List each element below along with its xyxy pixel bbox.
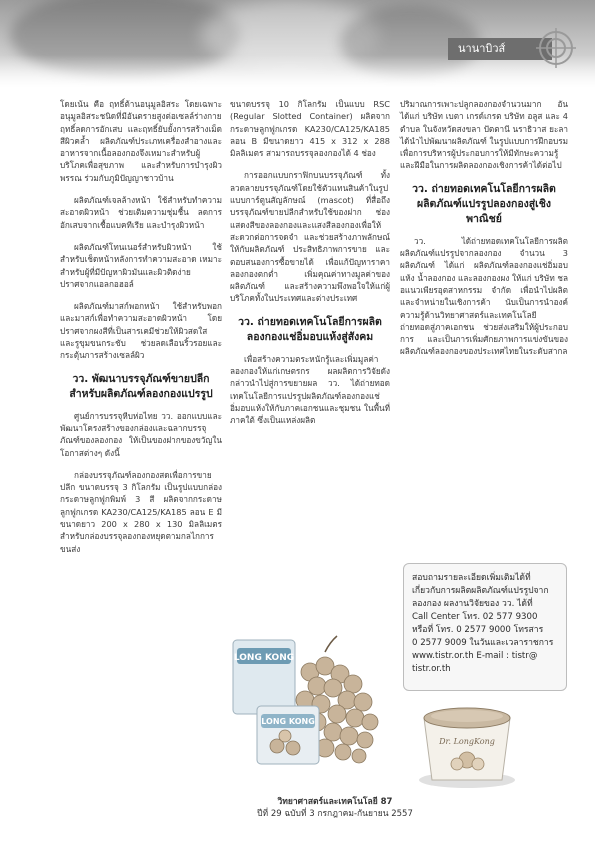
- pack-label: LONG KONG: [233, 653, 295, 663]
- section-heading: วว. ถ่ายทอดเทคโนโลยีการผลิตผลิตภัณฑ์แปรรูปลองกองสู่เชิงพาณิชย์: [412, 182, 556, 225]
- paragraph: ผลิตภัณฑ์มาสก์พอกหน้า ใช้สำหรับพอกและมาสก์เพื่อทำความสะอาดผิวหน้า โดยปราศจากผงสีที่เป็นสารเคมีช่วยให้ผิวสดใส และรูขุมขนกระชับ ช่วยลดเลือนริ้วรอยและกระตุ้นการสร้างเซลล์ผิว: [60, 301, 222, 361]
- page-footer: [255, 796, 415, 820]
- contact-line: ลองกอง ผลงานวิจัยของ วว. ได้ที่: [412, 599, 533, 609]
- contact-line: 0 2577 9009 ในวันและเวลาราชการ: [412, 638, 554, 648]
- contact-box: [403, 563, 567, 691]
- paragraph: โดยเน้น คือ ฤทธิ์ต้านอนุมูลอิสระ โดยเฉพาะอนุมูลอิสระชนิดที่มีอันตรายสูงต่อเซลล์ร่างกาย ฤทธิ์ลดการอักเสบ และฤทธิ์ยับยั้งการสร้างเม็ดสีผิวคล้ำ ผลิตภัณฑ์ประเภทเครื่องสำอางและอาหารจากเนื้อลองกองจึงเหมาะสำหรับผู้บริโภคเพื่อสุขภาพ และสำหรับการบำรุงผิวพรรณ ร่วมกับภูมิปัญญาชาวบ้าน: [60, 99, 222, 183]
- section-heading: วว. พัฒนาบรรจุภัณฑ์ขายปลีกสำหรับผลิตภัณฑ์ลองกองแปรรูป: [69, 372, 213, 400]
- paragraph: กล่องบรรจุภัณฑ์ลองกองสดเพื่อการขายปลีก ขนาดบรรจุ 3 กิโลกรัม เป็นรูปแบบกล่องกระดาษลูกฟูกพิมพ์ 3 สี ผลิตจากกระดาษลูกฟูกเกรด KA230/CA125/KA185 ลอน E มีขนาดยาว 200 x 280 x 130 มิลลิเมตร สำหรับกล่องบรรจุลองกองหยุดตามกลไกการขนส่ง: [60, 469, 222, 554]
- column-1: [60, 98, 222, 565]
- footer-magazine-title: วิทยาศาสตร์และเทคโนโลยี 87: [277, 797, 393, 807]
- paragraph: ขนาดบรรจุ 10 กิโลกรัม เป็นแบบ RSC (Regular Slotted Container) ผลิตจากกระดาษลูกฟูกเกรด KA230/CA125/KA185 ลอน B มีขนาดยาว 415 x 312 x 288 มิลลิเมตร สามารถบรรจุลองกองได้ 4 ช่อง: [230, 99, 390, 159]
- cosmetic-jar-photo: [412, 700, 522, 790]
- contact-line: สอบถามรายละเอียดเพิ่มเติมได้ที่: [412, 573, 531, 583]
- paragraph: เพื่อสร้างความตระหนักรู้และเพิ่มมูลค่าลองกองให้แก่เกษตรกร ผลผลิตการวิจัยดังกล่าวนำไปสู่การขยายผล วว. ได้ถ่ายทอดเทคโนโลยีการแปรรูปผลิตภัณฑ์ลองกองแช่อิ่มอบแห้งให้กับภาคเอกชนและชุมชน ในพื้นที่ภาคใต้ ซึ่งเป็นแหล่งผลิต: [230, 353, 390, 426]
- section-tag: นานาบิวส์: [448, 38, 552, 60]
- paragraph: ศูนย์การบรรจุหีบห่อไทย วว. ออกแบบและพัฒนาโครงสร้างของกล่องและฉลากบรรจุภัณฑ์ของลองกอง ให้เป็นของฝากของขวัญในโอกาสต่างๆ ดังนี้: [60, 410, 222, 458]
- crosshair-icon: [536, 28, 576, 68]
- column-2: [230, 98, 390, 437]
- paragraph: ผลิตภัณฑ์โทนเนอร์สำหรับผิวหน้า ใช้สำหรับเช็ดหน้าหลังการทำความสะอาด เหมาะสำหรับผู้ที่มีปัญหาผิวมันและผิวติดง่าย ปราศจากแอลกอฮอล์: [60, 241, 222, 289]
- jar-label: Dr. LongKong: [439, 737, 495, 746]
- footer-issue: ปีที่ 29 ฉบับที่ 3 กรกฎาคม-กันยายน 2557: [257, 809, 413, 819]
- column-3: [400, 98, 568, 368]
- paragraph: วว. ได้ถ่ายทอดเทคโนโลยีการผลิตผลิตภัณฑ์แปรรูปจากลองกอง จำนวน 3 ผลิตภัณฑ์ ได้แก่ ผลิตภัณฑ์ลองกองแช่อิ่มอบแห้ง น้ำลองกอง และลองกองผง ให้แก่ บริษัท ชลอแนวเพียรอุตสาหกรรม จำกัด เพื่อนำไปผลิตและจำหน่ายในเชิงการค้า นับเป็นการนำองค์ความรู้ด้านวิทยาศาสตร์และเทคโนโลยี ถ่ายทอดสู่ภาคเอกชน ช่วยส่งเสริมให้ผู้ประกอบการ และเป็นการเพิ่มศักยภาพการแข่งขันของผลิตภัณฑ์ลองกองของประเทศไทยในระดับสากล: [400, 235, 568, 357]
- longkong-products-photo: [225, 622, 383, 767]
- section-heading: วว. ถ่ายทอดเทคโนโลยีการผลิตลองกองแช่อิ่มอบแห้งสู่สังคม: [238, 315, 382, 343]
- contact-line: tistr.or.th: [412, 664, 451, 674]
- contact-line: www.tistr.or.th E-mail : tistr@: [412, 651, 538, 661]
- contact-line: เกี่ยวกับการผลิตผลิตภัณฑ์แปรรูปจาก: [412, 586, 549, 596]
- paragraph: การออกแบบกราฟิกบนบรรจุภัณฑ์ ทั้งลวดลายบรรจุภัณฑ์โดยใช้ตัวแทนสินค้าในรูปแบบการ์ตูนสัญลักษณ์ (mascot) ที่สื่อถึงบรรจุภัณฑ์ขายปลีกสำหรับใช้ของฝาก ช่องแสดงสีของลองกองและแสงสีลองกองเพื่อให้สะดวกต่อการจดจำ และช่วยสร้างภาพลักษณ์ให้กับผลิตภัณฑ์ ประสิทธิภาพการขาย และตอบสนองการซื้อขายได้ เพื่อแก้ปัญหาราคาลองกองตกต่ำ เพิ่มคุณค่าทางมูลค่าของผลิตภัณฑ์ และสร้างความพึงพอใจให้แก่ผู้บริโภคทั้งในประเทศและต่างประเทศ: [230, 170, 390, 304]
- pack-label: LONG KONG: [261, 717, 315, 726]
- contact-line: Call Center โทร. 02 577 9300: [412, 612, 538, 622]
- contact-line: หรือที่ โทร. 0 2577 9000 โทรสาร: [412, 625, 544, 635]
- paragraph: ปริมาณการเพาะปลูกลองกองจำนวนมาก อันได้แก่ บริษัท เบตา เกรด์เกรต บริษัท อลูส และ 4 ตำบล ในจังหวัดสงขลา ปัตตานี นราธิวาส ยะลา ได้นำไปพัฒนาผลิตภัณฑ์ ในรูปแบบการฝึกอบรมเพื่อการบริหารผู้ประกอบการให้มีทักษะความรู้และฝีมือในการผลิตลองกองเชิงการค้าได้ต่อไป: [400, 99, 568, 171]
- paragraph: ผลิตภัณฑ์เจลล้างหน้า ใช้สำหรับทำความสะอาดผิวหน้า ช่วยเติมความชุ่มชื้น ลดการอักเสบจากเชื้อแบคทีเรีย และบำรุงผิวหน้า: [60, 195, 222, 230]
